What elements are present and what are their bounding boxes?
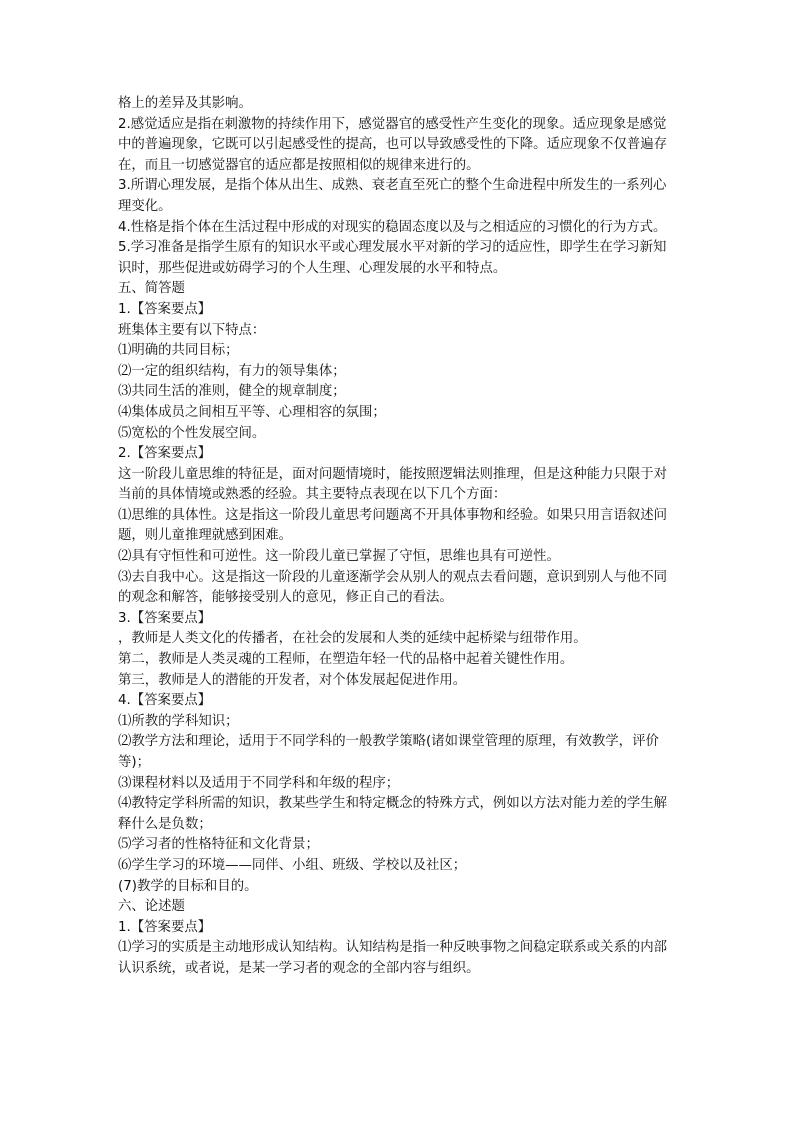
answer-heading: 3.【答案要点】 <box>118 610 212 626</box>
list-item: (7)教学的目标和目的。 <box>118 878 258 894</box>
list-item: ⑴明确的共同目标； <box>118 343 239 359</box>
text-line: 第二，教师是人类灵魂的工程师，在塑造年轻一代的品格中起着关键性作用。 <box>118 652 574 668</box>
list-item: ⑶课程材料以及适用于不同学科和年级的程序； <box>118 775 400 791</box>
answer-heading: 4.【答案要点】 <box>118 693 212 709</box>
text-line: 班集体主要有以下特点： <box>118 322 266 338</box>
list-item: ⑸宽松的个性发展空间。 <box>118 425 266 441</box>
document-body <box>118 94 678 980</box>
text-line: 4.性格是指个体在生活过程中形成的对现实的稳固态度以及与之相适应的习惯化的行为方式。 <box>118 219 667 235</box>
list-item: ⑵具有守恒性和可逆性。这一阶段儿童已掌握了守恒，思维也具有可逆性。 <box>118 549 560 565</box>
answer-heading: 2.【答案要点】 <box>118 446 212 462</box>
text-line: 格上的差异及其影响。 <box>118 96 252 111</box>
list-item: ⑴思维的具体性。这是指这一阶段儿童思考问题离不开具体事物和经验。如果只用言语叙述问题，则儿童推理就感到困难。 <box>118 507 668 544</box>
list-item: ⑸学习者的性格特征和文化背景； <box>118 837 319 853</box>
list-item: ⑴所教的学科知识； <box>118 713 239 729</box>
list-item: ⑴学习的实质是主动地形成认知结构。认知结构是指一种反映事物之间稳定联系或关系的内部认识系统，或者说，是某一学习者的观念的全部内容与组织。 <box>118 940 668 976</box>
text-line: 2.感觉适应是指在刺激物的持续作用下，感觉器官的感受性产生变化的现象。适应现象是感觉中的普遍现象，它既可以引起感受性的提高，也可以导致感受性的下降。适应现象不仅普遍存在，而且一切感觉器官的适应都是按照相似的规律来进行的。 <box>118 116 668 173</box>
text-line: ，教师是人类文化的传播者，在社会的发展和人类的延续中起桥梁与纽带作用。 <box>118 631 587 647</box>
list-item: ⑶共同生活的准则，健全的规章制度； <box>118 384 346 400</box>
list-item: ⑶去自我中心。这是指这一阶段的儿童逐渐学会从别人的观点去看问题，意识到别人与他不同的观念和解答，能够接受别人的意见，修正自己的看法。 <box>118 569 668 606</box>
list-item: ⑵教学方法和理论，适用于不同学科的一般教学策略(诸如课堂管理的原理，有效教学，评价等)； <box>118 734 659 770</box>
answer-heading: 1.【答案要点】 <box>118 919 212 935</box>
section-heading: 五、简答题 <box>118 281 185 297</box>
list-item: ⑷集体成员之间相互平等、心理相容的氛围； <box>118 404 386 420</box>
list-item: ⑵一定的组织结构，有力的领导集体； <box>118 363 346 379</box>
list-item: ⑷教特定学科所需的知识，教某些学生和特定概念的特殊方式，例如以方法对能力差的学生解释什么是负数； <box>118 796 668 832</box>
list-item: ⑹学生学习的环境——同伴、小组、班级、学校以及社区； <box>118 857 467 873</box>
text-line: 3.所谓心理发展，是指个体从出生、成熟、衰老直至死亡的整个生命进程中所发生的一系列心理变化。 <box>118 178 667 214</box>
text-line: 5.学习准备是指学生原有的知识水平或心理发展水平对新的学习的适应性，即学生在学习新知识时，那些促进或妨碍学习的个人生理、心理发展的水平和特点。 <box>118 240 667 276</box>
text-line: 这一阶段儿童思维的特征是，面对问题情境时，能按照逻辑法则推理，但是这种能力只限于对当前的具体情境或熟悉的经验。其主要特点表现在以下几个方面： <box>118 466 668 503</box>
answer-heading: 1.【答案要点】 <box>118 301 212 317</box>
section-heading: 六、论述题 <box>118 899 185 915</box>
text-line: 第三，教师是人的潜能的开发者，对个体发展起促进作用。 <box>118 672 467 688</box>
